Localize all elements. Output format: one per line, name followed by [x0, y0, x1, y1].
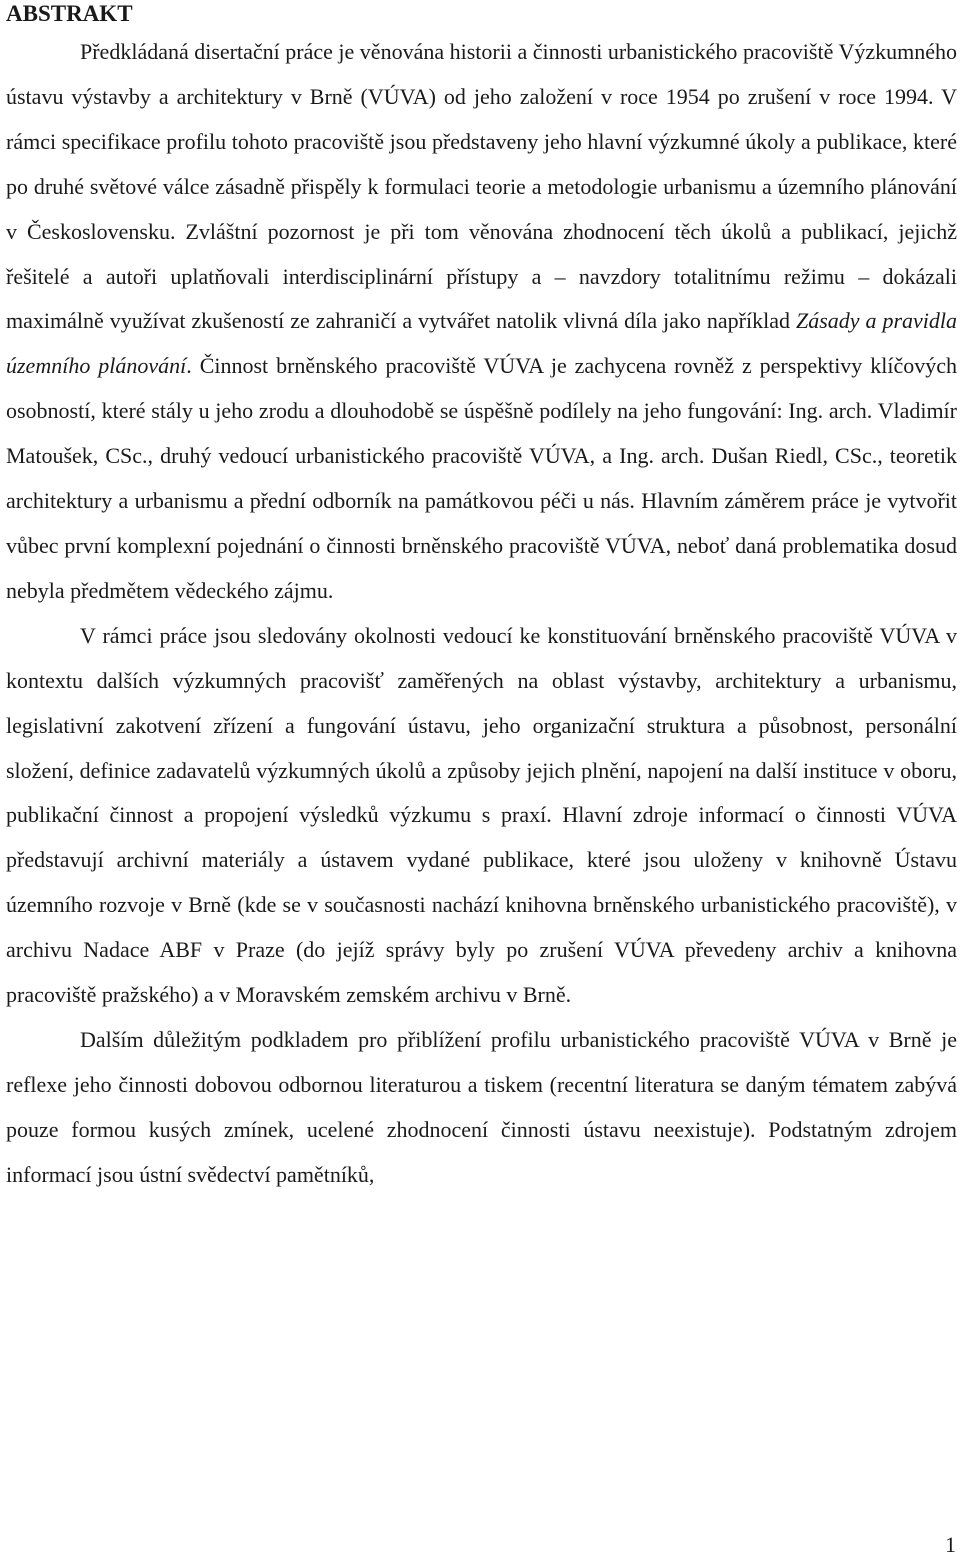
paragraph-3	[6, 1018, 957, 1198]
paragraph-2-text: V rámci práce jsou sledovány okolnosti vedoucí ke konstituování brněnského pracoviště VÚVA v kontextu dalších výzkumných pracovišť zaměřených na oblast výstavby, architektury a urbanismu, legislativní zakotvení zřízení a fungování ústavu, jeho organizační struktura a působnost, personální složení, definice zadavatelů výzkumných úkolů a způsoby jejich plnění, napojení na další instituce v oboru, publikační činnost a propojení výsledků výzkumu s praxí. Hlavní zdroje informací o činnosti VÚVA představují archivní materiály a ústavem vydané publikace, které jsou uloženy v knihovně Ústavu územního rozvoje v Brně (kde se v současnosti nachází knihovna brněnského urbanistického pracoviště), v archivu Nadace ABF v Praze (do jejíž správy byly po zrušení VÚVA převedeny archiv a knihovna pracoviště pražského) a v Moravském zemském archivu v Brně.	[6, 622, 957, 1008]
abstract-heading: ABSTRAKT	[6, 1, 133, 26]
paragraph-1	[6, 30, 957, 614]
paragraph-1-text-a: Předkládaná disertační práce je věnována historii a činnosti urbanistického pracoviště Výzkumného ústavu výstavby a architektury v Brně (VÚVA) od jeho založení v roce 1954 po zrušení v roce 1994. V rámci specifikace profilu tohoto pracoviště jsou představeny jeho hlavní výzkumné úkoly a publikace, které po druhé světové válce zásadně přispěly k formulaci teorie a metodologie urbanismu a územního plánování v Československu. Zvláštní pozornost je při tom věnována zhodnocení těch úkolů a publikací, jejichž řešitelé a autoři uplatňovali interdisciplinární přístupy a – navzdory totalitnímu režimu – dokázali maximálně využívat zkušeností ze zahraničí a vytvářet natolik vlivná díla jako například	[6, 39, 957, 334]
paragraph-1-italic-title: Zásady a pravidla územního plánování	[6, 308, 957, 379]
page-number: 1	[945, 1532, 956, 1557]
paragraph-3-text: Dalším důležitým podkladem pro přiblížení profilu urbanistického pracoviště VÚVA v Brně je reflexe jeho činnosti dobovou odbornou literaturou a tiskem (recentní literatura se daným tématem zabývá pouze formou kusých zmínek, ucelené zhodnocení činnosti ústavu neexistuje). Podstatným zdrojem informací jsou ústní svědectví pamětníků,	[6, 1026, 957, 1187]
paragraph-1-text-b: . Činnost brněnského pracoviště VÚVA je zachycena rovněž z perspektivy klíčových osobností, které stály u jeho zrodu a dlouhodobě se úspěšně podílely na jeho fungování: Ing. arch. Vladimír Matoušek, CSc., druhý vedoucí urbanistického pracoviště VÚVA, a Ing. arch. Dušan Riedl, CSc., teoretik architektury a urbanismu a přední odborník na památkovou péči u nás. Hlavním záměrem práce je vytvořit vůbec první komplexní pojednání o činnosti brněnského pracoviště VÚVA, neboť daná problematika dosud nebyla předmětem vědeckého zájmu.	[6, 353, 957, 603]
document-page	[6, 0, 957, 1198]
paragraph-2	[6, 614, 957, 1018]
